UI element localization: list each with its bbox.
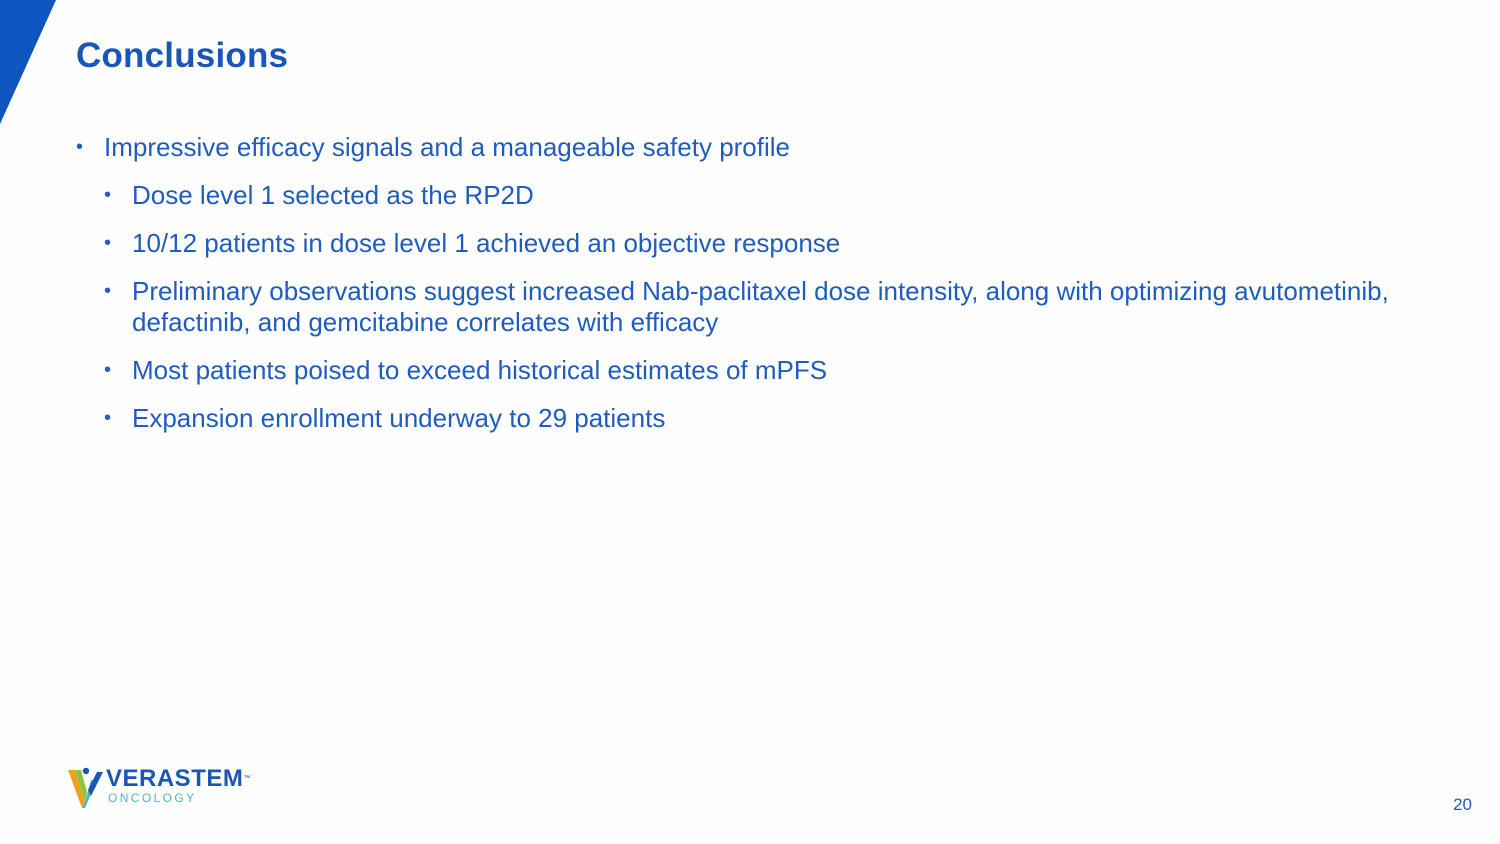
bullet-text: 10/12 patients in dose level 1 achieved an objective response <box>132 228 841 258</box>
bullet-dot: • <box>76 136 84 158</box>
bullet-text: Preliminary observations suggest increased Nab-paclitaxel dose intensity, along with optimizing avutometinib, defactinib, and gemcitabine correlates with efficacy <box>132 276 1389 337</box>
sub-bullet-item <box>104 355 1406 386</box>
sub-bullet-item <box>104 403 1406 434</box>
bullet-dot: • <box>104 232 112 254</box>
slide-title: Conclusions <box>76 36 289 75</box>
logo-subtitle: ONCOLOGY <box>108 791 197 805</box>
bullet-dot: • <box>104 407 112 429</box>
corner-accent-shape <box>0 0 60 130</box>
logo-name-text: VERASTEM <box>106 765 244 792</box>
logo-trademark: ™ <box>243 775 251 782</box>
bullet-text: Expansion enrollment underway to 29 patients <box>132 403 666 433</box>
bullet-dot: • <box>104 280 112 302</box>
bullet-text: Dose level 1 selected as the RP2D <box>132 180 534 210</box>
sub-bullet-item <box>104 228 1406 259</box>
logo-wordmark <box>106 766 251 792</box>
bullet-text: Most patients poised to exceed historical estimates of mPFS <box>132 355 828 385</box>
bullet-dot: • <box>104 359 112 381</box>
verastem-logo <box>66 766 256 812</box>
bullet-text: Impressive efficacy signals and a manageable safety profile <box>104 132 791 162</box>
bullet-item <box>76 132 1406 163</box>
page-number: 20 <box>1453 795 1472 814</box>
sub-bullet-item <box>104 276 1406 338</box>
verastem-v-mark-icon <box>66 766 106 810</box>
bullet-list <box>76 132 1406 451</box>
bullet-dot: • <box>104 184 112 206</box>
sub-bullet-item <box>104 180 1406 211</box>
